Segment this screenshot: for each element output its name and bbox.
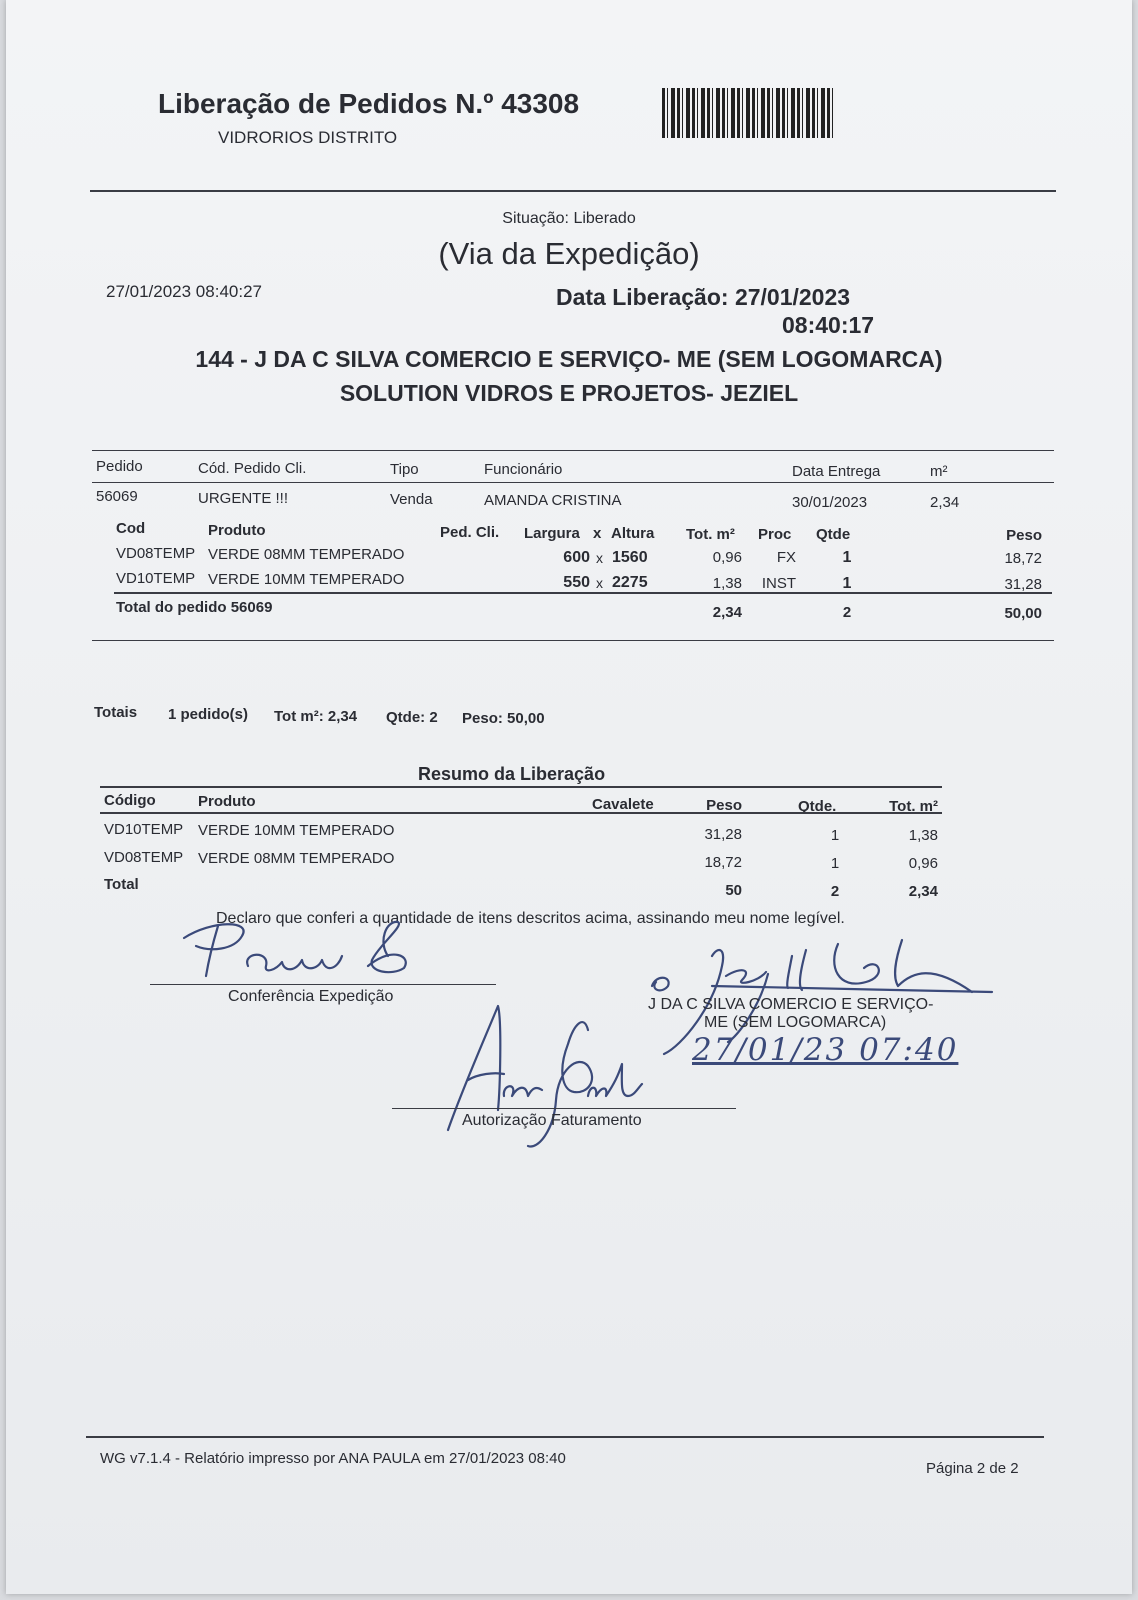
- autorizacao-signature-line: [392, 1108, 736, 1109]
- summary-row-qtde: 1: [830, 827, 840, 844]
- status-line: Situação: Liberado: [502, 210, 636, 227]
- order-total-m2: 2,34: [712, 604, 742, 621]
- summary-row-peso: 18,72: [704, 854, 742, 871]
- release-date: Data Liberação: 27/01/2023: [556, 284, 851, 310]
- summary-row-tot-m2: 0,96: [908, 855, 938, 872]
- item-produto: VERDE 08MM TEMPERADO: [208, 546, 405, 563]
- conferencia-signature-line: [150, 984, 496, 985]
- item-largura: 600: [563, 549, 590, 566]
- release-time: 08:40:17: [782, 312, 875, 338]
- item-qtde: 1: [842, 549, 852, 566]
- order-m2: 2,34: [930, 494, 960, 511]
- summary-row-tot-m2: 1,38: [908, 827, 938, 844]
- order-total-peso: 50,00: [1004, 605, 1042, 622]
- order-cod-pedido-cli: URGENTE !!!: [198, 490, 289, 507]
- items-col-altura: Altura: [611, 525, 655, 542]
- item-altura: 1560: [612, 549, 648, 566]
- item-altura: 2275: [612, 574, 648, 591]
- items-col-largura: Largura: [524, 525, 580, 542]
- order-top-rule: [92, 450, 1054, 451]
- totals-qtde: Qtde: 2: [386, 709, 438, 726]
- totals-peso: Peso: 50,00: [462, 710, 545, 727]
- item-cod: VD08TEMP: [116, 545, 196, 562]
- item-proc: FX: [776, 549, 796, 566]
- totals-m2: Tot m²: 2,34: [274, 708, 358, 725]
- client-signature-name-2: ME (SEM LOGOMARCA): [704, 1014, 887, 1031]
- col-tipo: Tipo: [390, 461, 419, 478]
- item-tot-m2: 1,38: [712, 575, 742, 592]
- col-cod-pedido-cli: Cód. Pedido Cli.: [198, 460, 307, 477]
- totals-label: Totais: [94, 704, 138, 721]
- handwritten-date: 27/01/23 07:40: [692, 1032, 959, 1068]
- company-name: VIDRORIOS DISTRITO: [218, 128, 398, 147]
- items-col-cod: Cod: [116, 520, 146, 537]
- item-cod: VD10TEMP: [116, 570, 196, 587]
- document-page: [6, 0, 1132, 1594]
- items-col-peso: Peso: [1006, 527, 1042, 544]
- document-title: Liberação de Pedidos N.º 43308: [158, 88, 580, 119]
- print-datetime: 27/01/2023 08:40:27: [106, 282, 262, 301]
- item-produto: VERDE 10MM TEMPERADO: [208, 571, 405, 588]
- summary-row-qtde: 1: [830, 855, 840, 872]
- order-data-entrega: 30/01/2023: [792, 494, 868, 511]
- items-col-proc: Proc: [758, 526, 792, 543]
- col-funcionario: Funcionário: [484, 461, 563, 478]
- conferencia-label: Conferência Expedição: [228, 988, 394, 1005]
- autorizacao-label: Autorização Faturamento: [462, 1112, 642, 1129]
- summary-header-rule: [100, 812, 942, 814]
- summary-total-tot-m2: 2,34: [908, 883, 938, 900]
- summary-col-qtde: Qtde.: [798, 798, 837, 815]
- summary-title: Resumo da Liberação: [418, 764, 606, 784]
- summary-total-qtde: 2: [830, 883, 840, 900]
- order-pedido: 56069: [96, 488, 138, 505]
- footer-rule: [86, 1436, 1044, 1438]
- item-largura: 550: [563, 574, 590, 591]
- item-x: x: [596, 550, 603, 566]
- client-signature-name: J DA C SILVA COMERCIO E SERVIÇO-: [648, 996, 934, 1013]
- summary-top-rule: [100, 786, 942, 788]
- summary-row-peso: 31,28: [704, 826, 742, 843]
- item-proc: INST: [761, 575, 796, 592]
- items-total-rule: [114, 592, 1052, 594]
- declaration-text: Declaro que conferi a quantidade de itens descritos acima, assinando meu nome legível.: [216, 910, 845, 927]
- page-number: Página 2 de 2: [926, 1460, 1019, 1477]
- header-divider: [90, 190, 1056, 192]
- order-header-rule: [92, 482, 1054, 483]
- order-tipo: Venda: [390, 491, 433, 508]
- footer-print-info: WG v7.1.4 - Relatório impresso por ANA PAULA em 27/01/2023 08:40: [100, 1450, 566, 1467]
- totals-pedidos: 1 pedido(s): [168, 706, 249, 723]
- summary-row-codigo: VD10TEMP: [104, 821, 184, 838]
- order-bottom-rule: [92, 640, 1054, 641]
- via-label: (Via da Expedição): [438, 236, 700, 271]
- client-name: 144 - J DA C SILVA COMERCIO E SERVIÇO- ME (SEM LOGOMARCA): [195, 346, 943, 372]
- items-col-ped-cli: Ped. Cli.: [440, 524, 500, 541]
- item-tot-m2: 0,96: [712, 549, 742, 566]
- item-peso: 18,72: [1004, 550, 1042, 567]
- order-funcionario: AMANDA CRISTINA: [484, 492, 622, 509]
- summary-row-codigo: VD08TEMP: [104, 849, 184, 866]
- order-total-qtde: 2: [842, 604, 852, 621]
- items-col-qtde: Qtde: [816, 526, 851, 543]
- client-trade-name: SOLUTION VIDROS E PROJETOS- JEZIEL: [339, 380, 799, 406]
- summary-col-produto: Produto: [198, 793, 256, 810]
- barcode: [662, 88, 836, 138]
- item-peso: 31,28: [1004, 576, 1042, 593]
- summary-total-label: Total: [104, 876, 139, 893]
- autorizacao-signature: [438, 1000, 658, 1170]
- col-data-entrega: Data Entrega: [792, 463, 881, 480]
- item-qtde: 1: [842, 575, 852, 592]
- col-pedido: Pedido: [96, 458, 143, 475]
- items-col-produto: Produto: [208, 522, 266, 539]
- summary-row-produto: VERDE 10MM TEMPERADO: [198, 822, 395, 839]
- summary-total-peso: 50: [725, 882, 742, 899]
- summary-col-cavalete: Cavalete: [592, 796, 654, 813]
- summary-col-peso: Peso: [706, 797, 742, 814]
- items-col-tot-m2: Tot. m²: [686, 526, 735, 543]
- col-m2: m²: [930, 463, 948, 480]
- item-x: x: [596, 575, 603, 591]
- summary-row-produto: VERDE 08MM TEMPERADO: [198, 850, 395, 867]
- order-total-label: Total do pedido 56069: [116, 599, 273, 616]
- summary-col-tot-m2: Tot. m²: [889, 798, 938, 815]
- summary-col-codigo: Código: [104, 792, 156, 809]
- conferencia-signature: [172, 916, 432, 986]
- items-col-x: x: [593, 525, 602, 542]
